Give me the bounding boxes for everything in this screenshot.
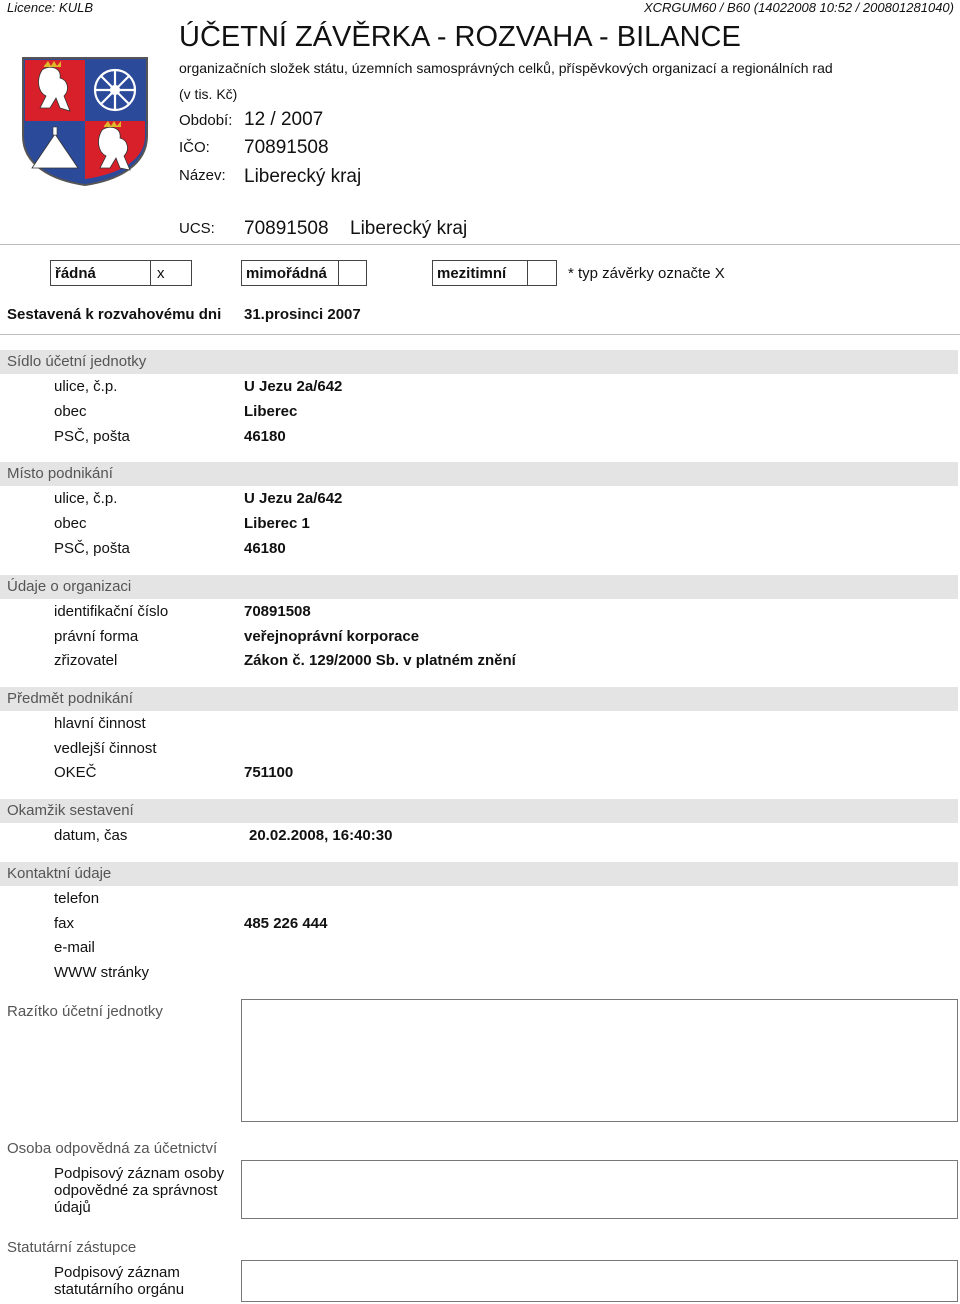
bp-zip-label: PSČ, pošta bbox=[54, 540, 130, 557]
stamp-title: Razítko účetní jednotky bbox=[7, 1003, 163, 1020]
bp-zip: 46180 bbox=[244, 540, 286, 557]
period-value: 12 / 2007 bbox=[244, 109, 324, 130]
section-compiled-title: Okamžik sestavení bbox=[7, 802, 134, 819]
report-code: XCRGUM60 / B60 (14022008 10:52 / 200801281040) bbox=[643, 0, 954, 15]
org-legal-form-label: právní forma bbox=[54, 628, 139, 645]
balance-date-value: 31.prosinci 2007 bbox=[244, 306, 361, 323]
accountant-signature-box bbox=[241, 1160, 958, 1219]
report-subtitle: organizačních složek státu, územních samosprávných celků, příspěvkových organizací a regionálních rad bbox=[179, 60, 833, 76]
section-seat bbox=[0, 350, 958, 374]
unit-note: (v tis. Kč) bbox=[179, 86, 238, 102]
stamp-box bbox=[241, 999, 958, 1122]
org-founder: Zákon č. 129/2000 Sb. v platném znění bbox=[244, 652, 516, 669]
contact-fax-label: fax bbox=[54, 915, 75, 932]
section-business bbox=[0, 687, 958, 711]
contact-phone-label: telefon bbox=[54, 890, 100, 907]
compiled-datetime-label: datum, čas bbox=[54, 827, 128, 844]
section-organization bbox=[0, 575, 958, 599]
extraordinary-label: mimořádná bbox=[246, 265, 327, 282]
org-founder-label: zřizovatel bbox=[54, 652, 118, 669]
contact-web-label: WWW stránky bbox=[54, 964, 149, 981]
ico-label: IČO: bbox=[179, 139, 210, 156]
ico-value: 70891508 bbox=[244, 137, 329, 158]
report-title: ÚČETNÍ ZÁVĚRKA - ROZVAHA - BILANCE bbox=[179, 21, 741, 53]
section-seat-title: Sídlo účetní jednotky bbox=[7, 353, 147, 370]
balance-divider bbox=[0, 334, 960, 335]
contact-fax: 485 226 444 bbox=[244, 915, 328, 932]
statutory-title: Statutární zástupce bbox=[7, 1239, 137, 1256]
section-business-place bbox=[0, 462, 958, 486]
name-label: Název: bbox=[179, 167, 226, 184]
business-secondary-label: vedlejší činnost bbox=[54, 740, 157, 757]
business-okec: 751100 bbox=[244, 764, 294, 781]
closing-type-regular[interactable] bbox=[50, 260, 192, 286]
seat-city-label: obec bbox=[54, 403, 87, 420]
section-organization-title: Údaje o organizaci bbox=[7, 578, 132, 595]
business-okec-label: OKEČ bbox=[54, 764, 97, 781]
bp-street-label: ulice, č.p. bbox=[54, 490, 118, 507]
section-business-place-title: Místo podnikání bbox=[7, 465, 113, 482]
section-contact bbox=[0, 862, 958, 886]
section-compiled bbox=[0, 799, 958, 823]
regular-label: řádná bbox=[55, 265, 96, 282]
org-id-label: identifikační číslo bbox=[54, 603, 169, 620]
closing-type-interim[interactable] bbox=[432, 260, 557, 286]
accountant-signature-label: Podpisový záznam osoby odpovědné za správnost údajů bbox=[54, 1165, 225, 1216]
seat-street-label: ulice, č.p. bbox=[54, 378, 118, 395]
balance-date-label: Sestavená k rozvahovému dni bbox=[7, 306, 222, 323]
bp-city: Liberec 1 bbox=[244, 515, 310, 532]
ucs-code: 70891508 bbox=[244, 218, 329, 239]
liberec-region-crest bbox=[20, 56, 150, 186]
ucs-label: UCS: bbox=[179, 220, 215, 237]
regular-mark: x bbox=[157, 265, 165, 282]
seat-zip: 46180 bbox=[244, 428, 286, 445]
compiled-datetime: 20.02.2008, 16:40:30 bbox=[249, 827, 393, 844]
licence-text: Licence: KULB bbox=[7, 0, 93, 15]
bp-street: U Jezu 2a/642 bbox=[244, 490, 343, 507]
name-value: Liberecký kraj bbox=[244, 166, 362, 187]
statutory-signature-label: Podpisový záznam statutárního orgánu bbox=[54, 1264, 185, 1298]
closing-type-extraordinary[interactable] bbox=[241, 260, 367, 286]
org-id: 70891508 bbox=[244, 603, 311, 620]
seat-city: Liberec bbox=[244, 403, 298, 420]
business-main-label: hlavní činnost bbox=[54, 715, 146, 732]
accountant-title: Osoba odpovědná za účetnictví bbox=[7, 1140, 218, 1157]
contact-email-label: e-mail bbox=[54, 939, 95, 956]
interim-label: mezitimní bbox=[437, 265, 507, 282]
org-legal-form: veřejnoprávní korporace bbox=[244, 628, 420, 645]
section-business-title: Předmět podnikání bbox=[7, 690, 133, 707]
statutory-signature-box bbox=[241, 1260, 958, 1302]
period-label: Období: bbox=[179, 112, 233, 129]
header-divider bbox=[0, 244, 960, 245]
closing-type-note: * typ závěrky označte X bbox=[568, 265, 725, 282]
bp-city-label: obec bbox=[54, 515, 87, 532]
seat-street: U Jezu 2a/642 bbox=[244, 378, 343, 395]
seat-zip-label: PSČ, pošta bbox=[54, 428, 130, 445]
ucs-name: Liberecký kraj bbox=[350, 218, 468, 239]
section-contact-title: Kontaktní údaje bbox=[7, 865, 112, 882]
